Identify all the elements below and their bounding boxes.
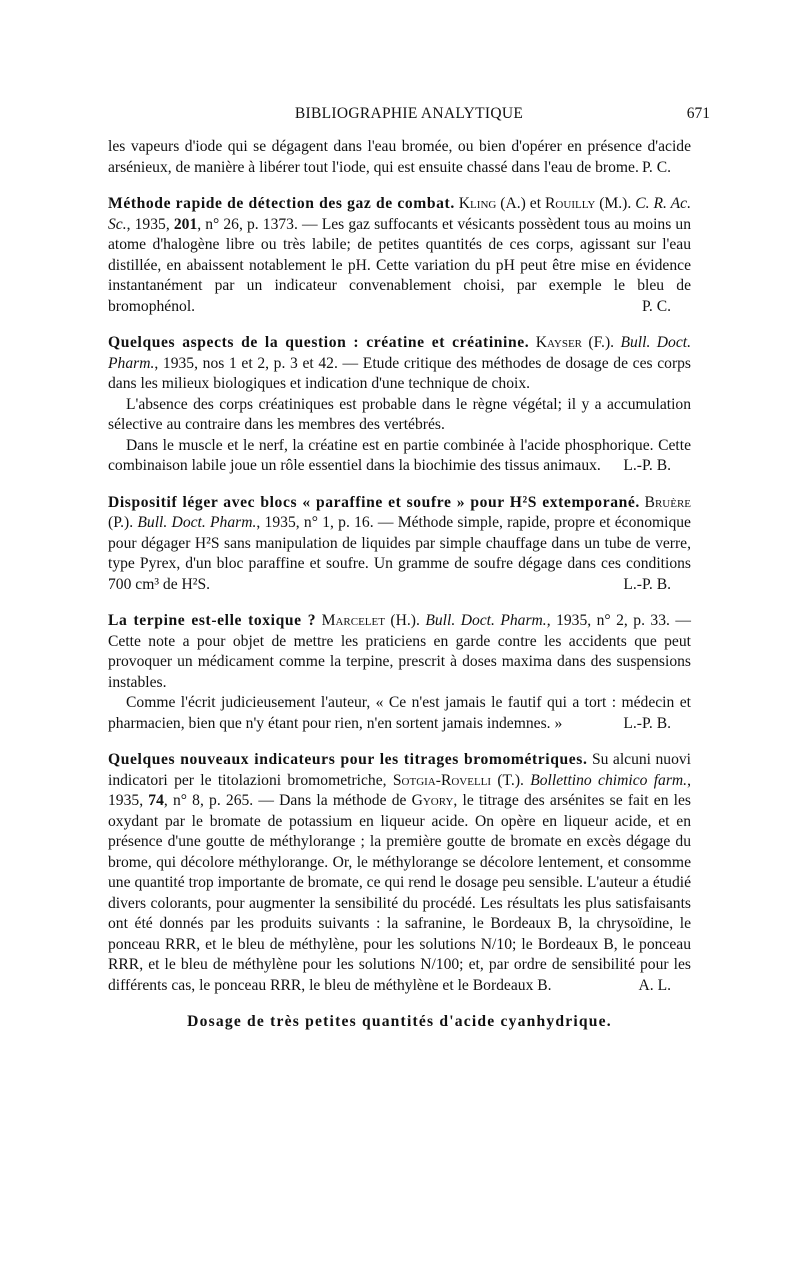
entry-author: Kling (A.)	[458, 195, 526, 212]
page-header	[108, 101, 710, 127]
running-title: BIBLIOGRAPHIE ANALYTIQUE	[294, 105, 524, 122]
entry-text: — Les gaz suffocants et vésicants possèdent tous au moins un atome d'halogène libre ou très labile; de petites quantités de ces corps, agissant sur l'eau distillée, en abaissent notablement le pH. Cette variation du pH peut être mise en évidence instantanément par un indicateur convenablement choisi, par exemple le bleu de bromophénol.	[108, 215, 692, 315]
entry-author: Sotgia-Rovelli (T.).	[392, 771, 524, 789]
entry-title: Dispositif léger avec blocs « paraffine et soufre » pour H²S extemporané.	[108, 493, 640, 511]
entry-reference: , 1935,	[108, 771, 691, 809]
entry-author: Kayser (F.).	[535, 334, 615, 351]
entry-journal: Bull. Doct. Pharm.	[108, 334, 691, 372]
entry-text: les vapeurs d'iode qui se dégagent dans l'eau bromée, ou bien d'opérer en présence d'acide arsénieux, de manière à libérer tout l'iode, qui est ensuite chassé dans l'eau de brome.	[108, 138, 691, 176]
entry-author: Bruère (P.).	[108, 493, 692, 531]
entry-reference: , 1935, nos 1 et 2, p. 3 et 42.	[154, 354, 338, 372]
entry-paragraph: L'absence des corps créatiniques est probable dans le règne végétal; il y a accumulation sélective au contraire dans les membres des vertébrés.	[108, 395, 691, 433]
entry-reference-end: , n° 8, p. 265.	[163, 792, 254, 809]
entry-volume: 201	[173, 215, 198, 233]
entry-indicateurs-bromometriques	[108, 750, 691, 996]
entry-journal: Bull. Doct. Pharm.	[425, 612, 547, 629]
next-entry-title: Dosage de très petites quantités d'acide cyanhydrique.	[187, 1013, 612, 1030]
entry-signature: A. L.	[638, 976, 671, 994]
entry-reference: , 1935, n° 1, p. 16.	[256, 514, 374, 531]
entry-signature: P. C.	[641, 297, 671, 315]
entry-text: — Dans la méthode de	[253, 792, 412, 809]
entry-signature: L.-P. B.	[623, 457, 671, 474]
author-separator: et	[525, 195, 546, 212]
entry-dispositif-h2s	[108, 493, 691, 596]
page-content	[108, 137, 691, 1033]
entry-text: — Méthode simple, rapide, propre et économique pour dégager H²S sans manipulation de liquides par simple chauffage dans un tube de verre, type Pyrex, d'un bloc paraffine et soufre. Un gramme de soufre dégage dans ces conditions 700 cm³ de H²S.	[108, 514, 691, 593]
entry-journal: Bollettino chimico farm.	[530, 771, 688, 789]
entry-reference-end: , n° 26, p. 1373.	[197, 215, 298, 233]
entry-creatine	[108, 333, 691, 477]
entry-title: Quelques aspects de la question : créatine et créatinine.	[108, 334, 530, 351]
page-number: 671	[686, 105, 710, 122]
entry-signature: L.-P. B.	[623, 714, 671, 732]
entry-text: — Etude critique des méthodes de dosage de ces corps dans les milieux biologiques et indication d'une technique de choix.	[108, 354, 692, 392]
entry-terpine	[108, 611, 691, 734]
entry-author-2: Rouilly (M.).	[545, 195, 632, 212]
entry-signature: P. C.	[641, 158, 671, 176]
entry-title: Quelques nouveaux indicateurs pour les titrages bromométriques.	[108, 751, 588, 768]
entry-text: — Cette note a pour objet de mettre les praticiens en garde contre les accidents que peut provoquer un médicament comme la terpine, prescrit à doses maxima dans des suspensions instables.	[108, 612, 691, 691]
entry-signature: L.-P. B.	[623, 575, 671, 593]
entry-journal: C. R. Ac. Sc.	[108, 195, 691, 233]
entry-gaz-de-combat	[108, 194, 691, 317]
entry-paragraph: Comme l'écrit judicieusement l'auteur, « Ce n'est jamais le fautif qui a tort : médecin et pharmacien, bien que n'y étant pour rien, n'en sortent jamais indemnes. »	[108, 694, 691, 732]
entry-title: Méthode rapide de détection des gaz de combat.	[108, 195, 455, 212]
entry-journal: Bull. Doct. Pharm.	[137, 514, 257, 531]
entry-volume: 74	[148, 792, 164, 809]
entry-text-continued: , le titrage des arsénites se fait en les oxydant par le bromate de potassium en liqueur acide. On opère en liqueur acide, et en présence d'une goutte de méthylorange ; la première goutte de bromate en excès dégage du brome, qui décolore méthylorange. Or, le méthylorange se décolore lentement, et consomme une quantité trop importante de bromate, ce qui rend le dosage peu sensible. L'auteur a étudié divers colorants, pour augmenter la sensibilité du procédé. Les résultats les plus satisfaisants ont été donnés par les produits suivants : la safranine, le Bordeaux B, la chrysoïdine, le ponceau RRR, et le bleu de méthylène, pour les solutions N/10; le Bordeaux B, le ponceau RRR, et le bleu de méthylène pour les solutions N/100; et, par ordre de sensibilité pour les différents cas, le ponceau RRR, le bleu de méthylène et le Bordeaux B.	[108, 792, 691, 994]
entry-reference: , 1935,	[126, 215, 174, 233]
cited-author: Gyory	[411, 792, 454, 809]
entry-paragraph: Dans le muscle et le nerf, la créatine est en partie combinée à l'acide phosphorique. Cette combinaison labile joue un rôle essentiel dans la biochimie des tissus animaux.	[108, 436, 691, 474]
entry-author: Marcelet (H.).	[321, 612, 420, 629]
entry-title: La terpine est-elle toxique ?	[108, 612, 317, 629]
entry-continuation	[108, 137, 691, 178]
entry-original-title: Su alcuni nuovi indicatori per le titolazioni bromometriche,	[108, 751, 691, 789]
entry-reference: , 1935, n° 2, p. 33.	[546, 612, 670, 629]
